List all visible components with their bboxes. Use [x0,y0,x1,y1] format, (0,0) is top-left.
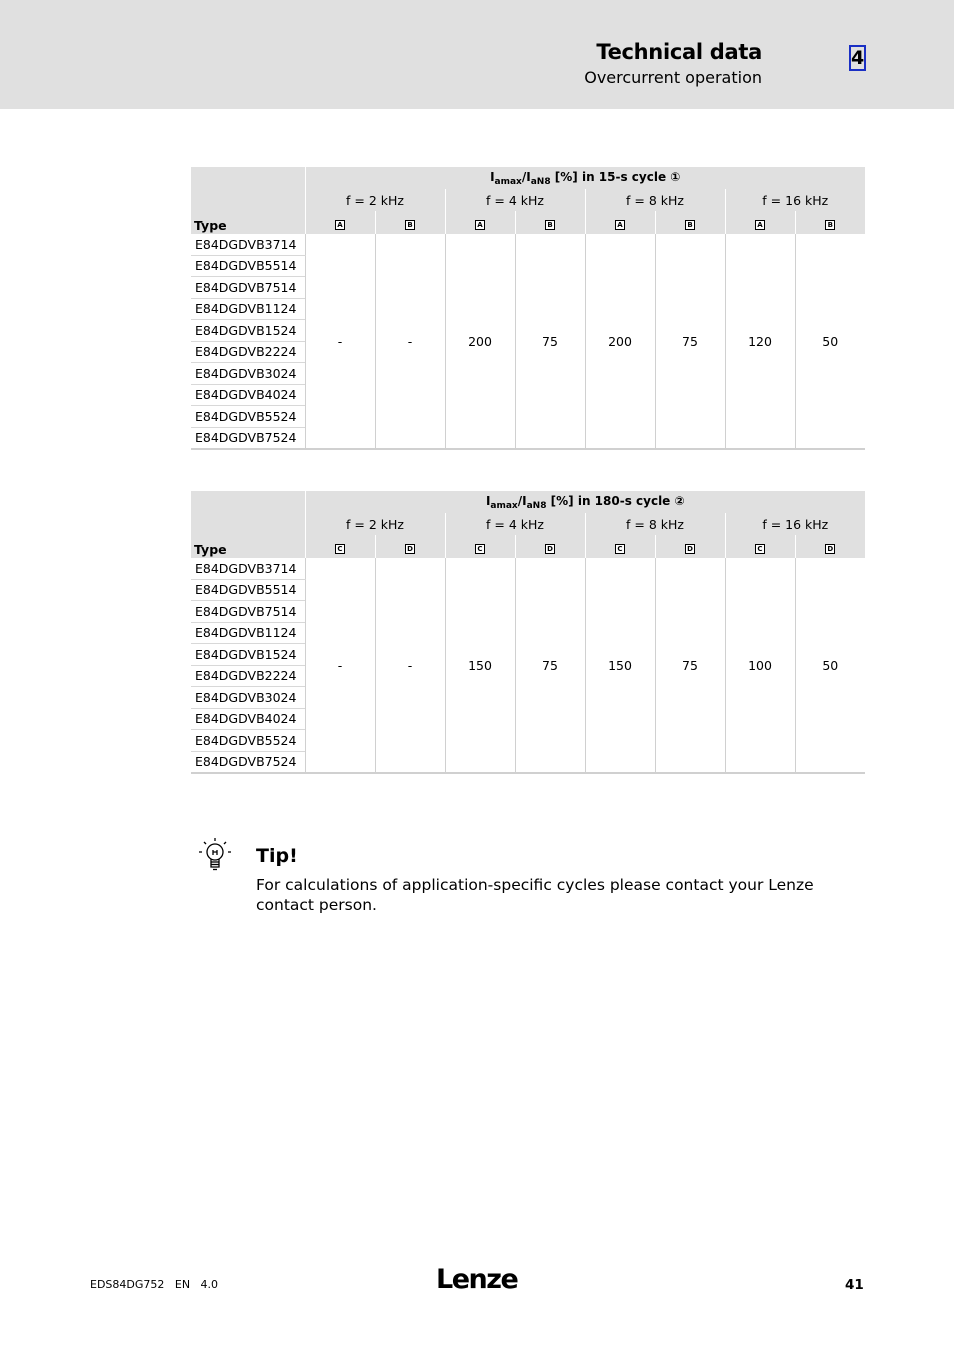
table-row [191,234,865,255]
value-cell: 75 [515,558,585,773]
value-cell: 75 [655,558,725,773]
type-cell: E84DGDVB1524 [191,320,305,342]
lenze-logo: Lenze [436,1264,518,1295]
type-cell: E84DGDVB1124 [191,622,305,644]
type-cell: E84DGDVB5514 [191,255,305,277]
value-cell: - [375,234,445,449]
column-mark: A [725,211,795,234]
table-row [191,558,865,579]
type-cell: E84DGDVB4024 [191,384,305,406]
type-cell: E84DGDVB7524 [191,427,305,449]
type-cell: E84DGDVB1124 [191,298,305,320]
column-mark: C [305,535,375,558]
page-header [0,0,954,109]
type-header: Type [191,491,305,558]
column-mark: C [445,535,515,558]
type-cell: E84DGDVB5524 [191,730,305,752]
column-mark: D [795,535,865,558]
value-cell: 75 [655,234,725,449]
tip-text: For calculations of application-specific cycles please contact your Lenze contact person. [256,876,814,914]
type-cell: E84DGDVB7524 [191,751,305,773]
overcurrent-table-15s [191,167,865,450]
value-cell: 75 [515,234,585,449]
table-title: $I_{amax}/I_{aN8}$ [%] in 15-s cycle ① [305,167,865,189]
value-cell: 100 [725,558,795,773]
document-id: EDS84DG752 EN 4.0 [90,1278,219,1291]
overcurrent-table-180s [191,491,865,774]
column-mark: D [655,535,725,558]
frequency-header: f = 16 kHz [725,189,865,211]
type-cell: E84DGDVB5524 [191,406,305,428]
type-header: Type [191,167,305,234]
type-cell: E84DGDVB1524 [191,644,305,666]
frequency-header: f = 8 kHz [585,189,725,211]
page-subtitle: Overcurrent operation [584,68,762,87]
value-cell: 150 [445,558,515,773]
type-cell: E84DGDVB7514 [191,601,305,623]
page-title: Technical data [596,40,762,64]
type-cell: E84DGDVB3024 [191,363,305,385]
column-mark: C [585,535,655,558]
frequency-header: f = 4 kHz [445,189,585,211]
column-mark: A [445,211,515,234]
type-cell: E84DGDVB7514 [191,277,305,299]
value-cell: - [305,234,375,449]
table-title: $I_{amax}/I_{aN8}$ [%] in 180-s cycle ② [305,491,865,513]
column-mark: B [655,211,725,234]
type-cell: E84DGDVB3024 [191,687,305,709]
type-cell: E84DGDVB2224 [191,341,305,363]
type-cell: E84DGDVB3714 [191,558,305,579]
value-cell: - [305,558,375,773]
frequency-header: f = 16 kHz [725,513,865,535]
value-cell: 200 [585,234,655,449]
type-cell: E84DGDVB4024 [191,708,305,730]
value-cell: 120 [725,234,795,449]
frequency-header: f = 2 kHz [305,513,445,535]
tip-heading: Tip! [256,845,298,867]
column-mark: B [375,211,445,234]
type-cell: E84DGDVB2224 [191,665,305,687]
value-cell: 150 [585,558,655,773]
chapter-number[interactable]: 4 [851,47,865,69]
column-mark: D [375,535,445,558]
value-cell: - [375,558,445,773]
column-mark: B [515,211,585,234]
column-mark: A [585,211,655,234]
column-mark: A [305,211,375,234]
lightbulb-icon [196,836,236,876]
column-mark: B [795,211,865,234]
type-cell: E84DGDVB3714 [191,234,305,255]
frequency-header: f = 8 kHz [585,513,725,535]
frequency-header: f = 2 kHz [305,189,445,211]
column-mark: C [725,535,795,558]
column-mark: D [515,535,585,558]
value-cell: 50 [795,234,865,449]
value-cell: 200 [445,234,515,449]
frequency-header: f = 4 kHz [445,513,585,535]
page-number: 41 [845,1277,864,1293]
type-cell: E84DGDVB5514 [191,579,305,601]
value-cell: 50 [795,558,865,773]
